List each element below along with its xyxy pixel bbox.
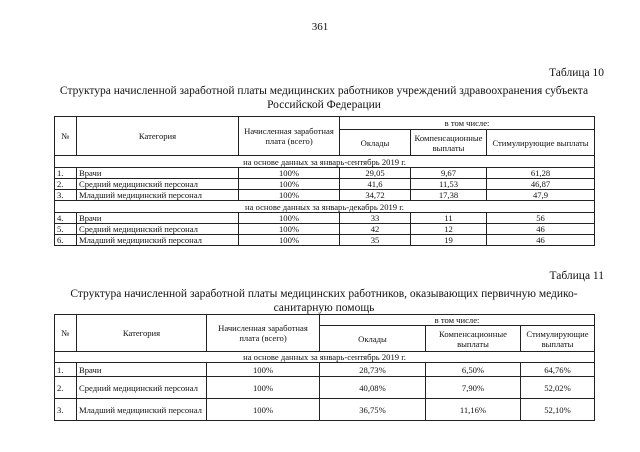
row-compensation: 7,90%: [426, 377, 521, 399]
row-salary: 34,72: [340, 190, 411, 201]
table-row: [55, 179, 595, 190]
table10-header-num: №: [55, 117, 77, 156]
row-stimulating: 56: [487, 213, 595, 224]
table10-title: Структура начисленной заработной платы медицинских работников учреждений здравоохранения субъекта Российской Федерации: [59, 85, 589, 111]
table11-label: Таблица 11: [549, 270, 604, 282]
row-total: 100%: [239, 168, 340, 179]
row-stimulating: 61,28: [487, 168, 595, 179]
row-total: 100%: [207, 377, 320, 399]
row-stimulating: 52,10%: [521, 399, 595, 421]
row-compensation: 6,50%: [426, 363, 521, 377]
row-compensation: 11,16%: [426, 399, 521, 421]
row-compensation: 19: [411, 235, 487, 246]
table-row: [55, 377, 595, 399]
table11-header-total: Начисленная заработная плата (всего): [207, 315, 320, 352]
row-stimulating: 46,87: [487, 179, 595, 190]
row-salary: 35: [340, 235, 411, 246]
row-num: 2.: [55, 377, 77, 399]
row-num: 3.: [55, 190, 77, 201]
table-row: [55, 363, 595, 377]
table10-section-title: на основе данных за январь-сентябрь 2019 г.: [55, 156, 595, 168]
table-row: [55, 235, 595, 246]
row-salary: 36,75%: [320, 399, 426, 421]
row-num: 1.: [55, 168, 77, 179]
row-category: Младший медицинский персонал: [77, 235, 239, 246]
table-row: [55, 168, 595, 179]
table11-title: Структура начисленной заработной платы медицинских работников, оказывающих первичную медико-санитарную помощь: [70, 288, 578, 314]
row-compensation: 11: [411, 213, 487, 224]
row-total: 100%: [239, 224, 340, 235]
table11-header-num: №: [55, 315, 77, 352]
row-stimulating: 47,9: [487, 190, 595, 201]
table11-header-salary: Оклады: [320, 326, 426, 352]
row-num: 3.: [55, 399, 77, 421]
row-category: Средний медицинский персонал: [77, 224, 239, 235]
table11-section-title: на основе данных за январь-сентябрь 2019 г.: [55, 352, 595, 363]
row-salary: 33: [340, 213, 411, 224]
row-salary: 41,6: [340, 179, 411, 190]
table-row: [55, 399, 595, 421]
table11-header-stimulating: Стимулирующие выплаты: [521, 326, 595, 352]
row-category: Врачи: [77, 168, 239, 179]
row-salary: 42: [340, 224, 411, 235]
row-num: 4.: [55, 213, 77, 224]
table-row: [55, 190, 595, 201]
row-salary: 40,08%: [320, 377, 426, 399]
row-total: 100%: [239, 235, 340, 246]
table11-header-including: в том числе:: [320, 315, 595, 326]
row-total: 100%: [207, 363, 320, 377]
row-num: 2.: [55, 179, 77, 190]
row-category: Средний медицинский персонал: [77, 377, 207, 399]
table10-header-salary: Оклады: [340, 130, 411, 156]
row-compensation: 17,38: [411, 190, 487, 201]
row-category: Средний медицинский персонал: [77, 179, 239, 190]
row-stimulating: 46: [487, 235, 595, 246]
table11-header-category: Категория: [77, 315, 207, 352]
row-category: Младший медицинский персонал: [77, 399, 207, 421]
table-row: [55, 213, 595, 224]
row-num: 5.: [55, 224, 77, 235]
table10: [54, 116, 595, 246]
page-number: 361: [311, 21, 329, 33]
row-stimulating: 52,02%: [521, 377, 595, 399]
row-category: Врачи: [77, 363, 207, 377]
table-row: [55, 224, 595, 235]
table10-header-compensation: Компенсационные выплаты: [411, 130, 487, 156]
row-salary: 29,05: [340, 168, 411, 179]
table10-header-category: Категория: [77, 117, 239, 156]
table10-label: Таблица 10: [549, 67, 604, 79]
row-stimulating: 64,76%: [521, 363, 595, 377]
row-num: 6.: [55, 235, 77, 246]
row-compensation: 12: [411, 224, 487, 235]
table11: [54, 314, 595, 421]
row-total: 100%: [207, 399, 320, 421]
table10-header-stimulating: Стимулирующие выплаты: [487, 130, 595, 156]
table10-header-including: в том числе:: [340, 117, 595, 130]
table11-header-compensation: Компенсационные выплаты: [426, 326, 521, 352]
row-total: 100%: [239, 213, 340, 224]
row-total: 100%: [239, 179, 340, 190]
table10-section-title: на основе данных за январь-декабрь 2019 г.: [55, 201, 595, 213]
row-compensation: 11,53: [411, 179, 487, 190]
row-salary: 28,73%: [320, 363, 426, 377]
row-category: Врачи: [77, 213, 239, 224]
row-total: 100%: [239, 190, 340, 201]
row-category: Младший медицинский персонал: [77, 190, 239, 201]
table10-header-total: Начисленная заработная плата (всего): [239, 117, 340, 156]
row-compensation: 9,67: [411, 168, 487, 179]
row-num: 1.: [55, 363, 77, 377]
row-stimulating: 46: [487, 224, 595, 235]
